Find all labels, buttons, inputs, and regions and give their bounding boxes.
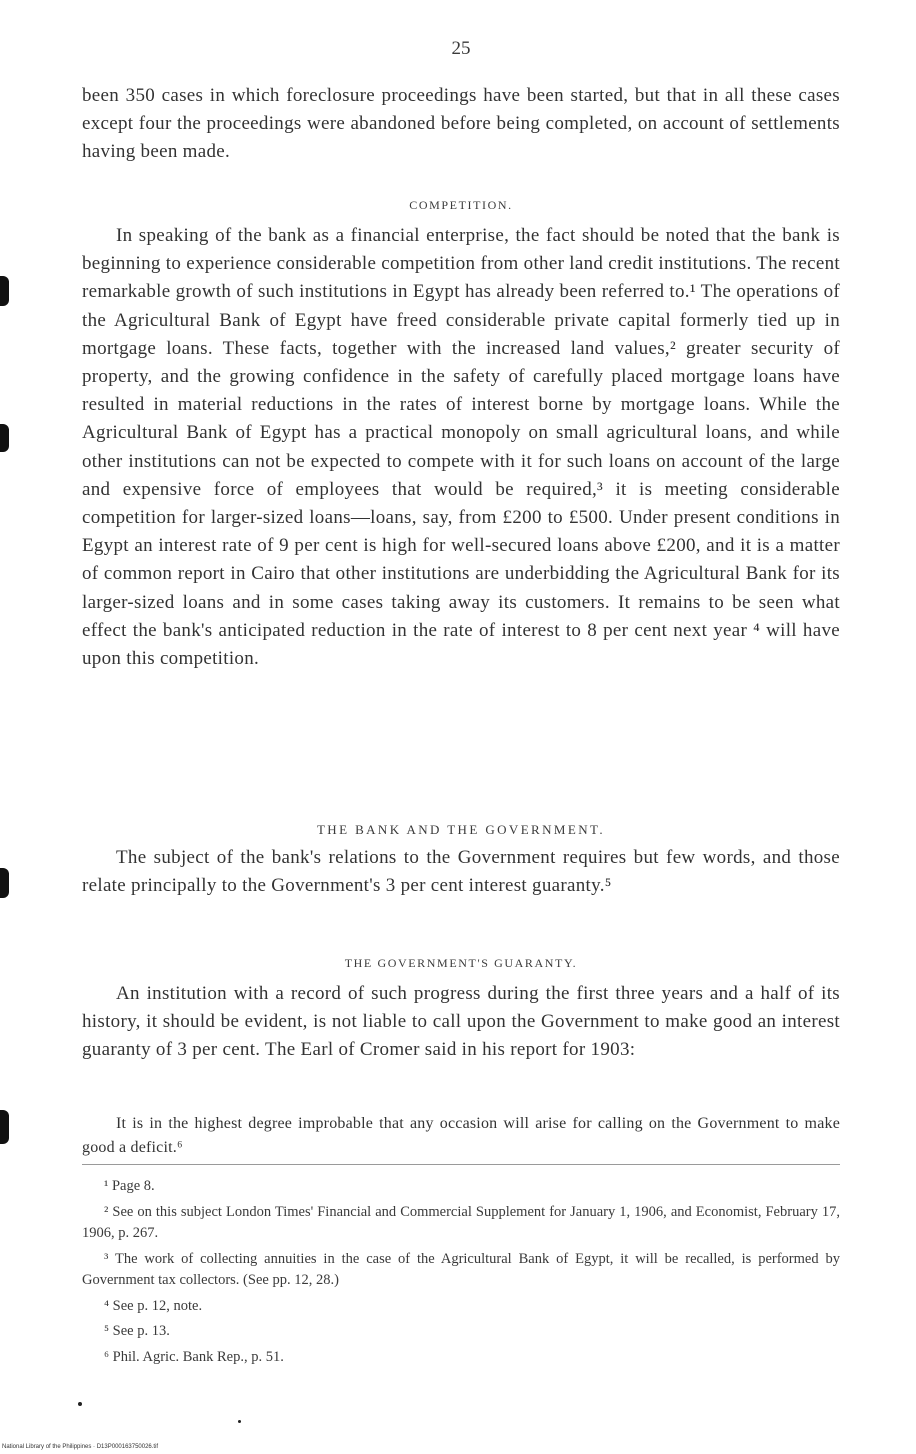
- paragraph-text: In speaking of the bank as a financial enterprise, the fact should be noted that the bank is beginning to experience considerable competition from other land credit institutions. The recent remarkable growth of such institutions in Egypt has already been referred to.¹ The operations of the Agricultural Bank of Egypt have freed considerable private capital formerly tied up in mortgage loans. These facts, together with the increased land values,² greater security of property, and the growing confidence in the safety of carefully placed mortgage loans have resulted in material reductions in the rates of interest borne by mortgage loans. While the Agricultural Bank of Egypt has a practical monopoly on small agricultural loans, and while other institutions can not be expected to compete with it for such loans on account of the large and expensive force of employees that would be required,³ it is meeting considerable competition for larger-sized loans—loans, say, from £200 to £500. Under present conditions in Egypt an interest rate of 9 per cent is high for well-secured loans above £200, and it is a matter of common report in Cairo that other institutions are underbidding the Agricultural Bank for its larger-sized loans and in some cases taking away its customers. It remains to be seen what effect the bank's anticipated reduction in the rate of interest to 8 per cent next year ⁴ will have upon this competition.: [82, 225, 840, 670]
- block-quote: [82, 1112, 840, 1160]
- binding-mark: [0, 1110, 9, 1144]
- section-heading-bank-government: THE BANK AND THE GOVERNMENT.: [316, 822, 606, 837]
- ink-speck: [78, 1402, 82, 1406]
- paragraph-text: been 350 cases in which foreclosure proceedings have been started, but that in all these cases except four the proceedings were abandoned before being completed, on account of settlements having been made.: [82, 85, 840, 163]
- footnote-2: ² See on this subject London Times' Financial and Commercial Supplement for January 1, 1906, and Economist, February 17, 1906, p. 267.: [82, 1203, 840, 1241]
- paragraph-continuation: [82, 82, 840, 167]
- quote-text: It is in the highest degree improbable that any occasion will arise for calling on the Government to make good a deficit.⁶: [82, 1115, 840, 1156]
- paragraph-text: An institution with a record of such progress during the first three years and a half of its history, it should be evident, is not liable to call upon the Government to make good an interest guaranty of 3 per cent. The Earl of Cromer said in his report for 1903:: [82, 983, 840, 1061]
- paragraph-bank-government: [82, 844, 840, 900]
- footnote-3: ³ The work of collecting annuities in the case of the Agricultural Bank of Egypt, it will be recalled, is performed by Government tax collectors. (See pp. 12, 28.): [82, 1250, 840, 1288]
- binding-mark: [0, 424, 9, 452]
- footnote-4: ⁴ See p. 12, note.: [104, 1297, 203, 1314]
- page-number: 25: [451, 38, 471, 59]
- footnotes: [82, 1176, 840, 1368]
- ink-speck: [238, 1420, 241, 1423]
- footnote-5: ⁵ See p. 13.: [104, 1323, 170, 1339]
- scan-source-note: National Library of the Philippines · D13P000163750026.tif: [2, 1444, 159, 1450]
- footnote-rule: [82, 1164, 840, 1165]
- binding-mark: [0, 276, 9, 306]
- paragraph-guaranty: [82, 980, 840, 1065]
- section-heading-guaranty: THE GOVERNMENT'S GUARANTY.: [344, 956, 578, 970]
- footnote-1: ¹ Page 8.: [104, 1178, 155, 1194]
- footnote-6: ⁶ Phil. Agric. Bank Rep., p. 51.: [104, 1348, 284, 1365]
- paragraph-text: The subject of the bank's relations to the Government requires but few words, and those relate principally to the Government's 3 per cent interest guaranty.⁵: [82, 847, 840, 897]
- section-heading-competition: COMPETITION.: [409, 198, 513, 212]
- binding-mark: [0, 868, 9, 898]
- paragraph-competition: [82, 222, 840, 673]
